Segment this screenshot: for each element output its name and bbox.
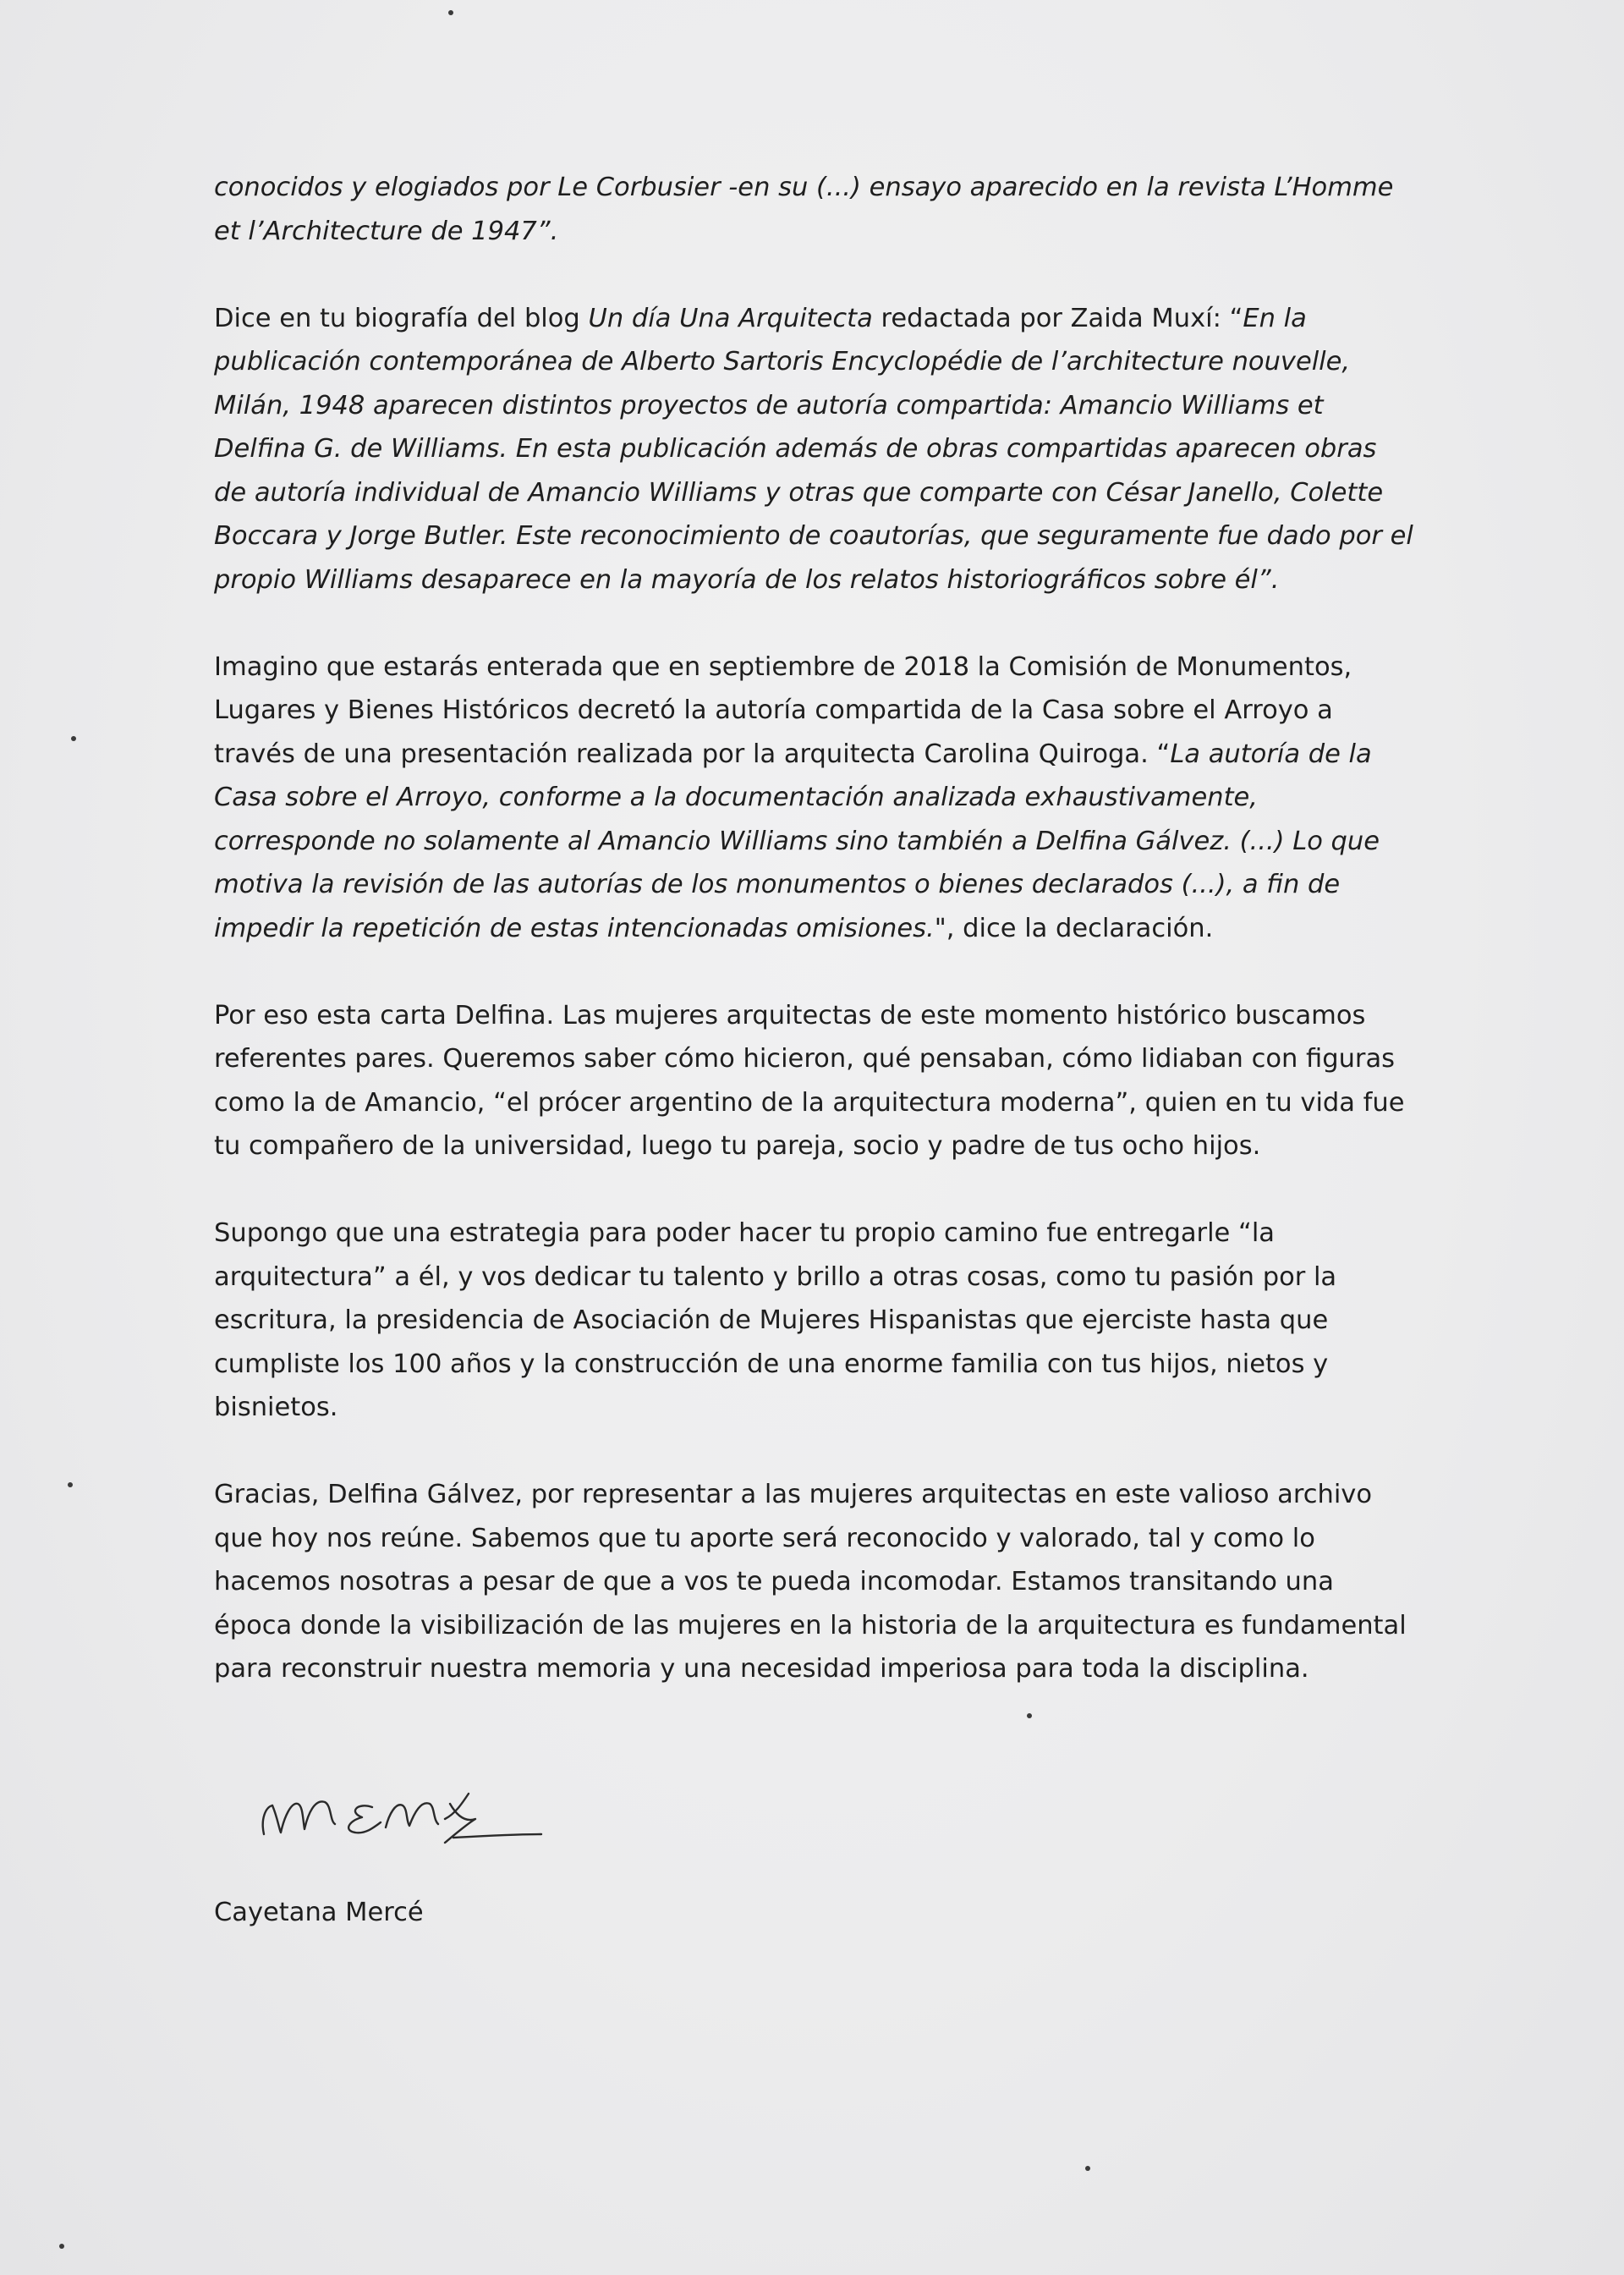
paper-speck <box>68 1482 73 1487</box>
paragraph-2-author: redactada por Zaida Muxí: “ <box>872 303 1243 333</box>
paragraph-2 <box>214 297 1415 602</box>
paper-speck <box>59 2244 64 2249</box>
paragraph-5 <box>214 1212 1415 1430</box>
paper-speck <box>1027 1713 1032 1718</box>
paragraph-6-text: Gracias, Delfina Gálvez, por representar a las mujeres arquitectas en este valioso archivo que hoy nos reúne. Sabemos que tu aporte será reconocido y valorado, tal y como lo hacemos nosotras a pesar de que a vos te pueda incomodar. Estamos transitando una época donde la visibilización de las mujeres en la historia de la arquitectura es fundamental para reconstruir nuestra memoria y una necesidad imperiosa para toda la disciplina. <box>214 1480 1407 1684</box>
paragraph-5-text: Supongo que una estrategia para poder hacer tu propio camino fue entregarle “la arquitectura” a él, y vos dedicar tu talento y brillo a otras cosas, como tu pasión por la escritura, la presidencia de Asociación de Mujeres Hispanistas que ejerciste hasta que cumpliste los 100 años y la construcción de una enorme familia con tus hijos, nietos y bisnietos. <box>214 1218 1337 1422</box>
signer-name: Cayetana Mercé <box>214 1898 424 1927</box>
paragraph-3-intro: Imagino que estarás enterada que en septiembre de 2018 la Comisión de Monumentos, Lugares y Bienes Históricos decretó la autoría compartida de la Casa sobre el Arroyo a través de una presentación realizada por la arquitecta Carolina Quiroga. “ <box>214 651 1352 769</box>
paper-speck <box>448 10 453 15</box>
paragraph-4-text: Por eso esta carta Delfina. Las mujeres arquitectas de este momento histórico buscamos referentes pares. Queremos saber cómo hicieron, qué pensaban, cómo lidiaban con figuras como la de Amancio, “el prócer argentino de la arquitectura moderna”, quien en tu vida fue tu compañero de la universidad, luego tu pareja, socio y padre de tus ocho hijos. <box>214 1000 1405 1161</box>
paragraph-3-outro: ", dice la declaración. <box>934 913 1214 943</box>
paper-speck <box>71 736 76 741</box>
paragraph-6 <box>214 1473 1415 1691</box>
quote-muxi: En la publicación contemporánea de Alberto Sartoris Encyclopédie de l’architecture nouvelle, Milán, 1948 aparecen distintos proyectos de autoría compartida: Amancio Williams et Delfina G. de Williams. En esta publicación además de obras compartidas aparecen obras de autoría individual de Amancio Williams y otras que comparte con César Janello, Colette Boccara y Jorge Butler. Este reconocimiento de coautorías, que seguramente fue dado por el propio Williams desaparece en la mayoría de los relatos historiográficos sobre él”. <box>214 303 1413 595</box>
blog-title: Un día Una Arquitecta <box>588 303 873 333</box>
handwritten-signature <box>254 1751 575 1853</box>
paragraph-2-intro: Dice en tu biografía del blog <box>214 303 589 333</box>
paragraph-4 <box>214 994 1415 1168</box>
letter-body <box>214 166 1415 1734</box>
paragraph-3 <box>214 646 1415 951</box>
paragraph-1 <box>214 166 1415 253</box>
paper-speck <box>1085 2166 1090 2171</box>
quote-corbusier: conocidos y elogiados por Le Corbusier -en su (...) ensayo aparecido en la revista L’Homme et l’Architecture de 1947”. <box>214 173 1394 246</box>
quote-declaration: La autoría de la Casa sobre el Arroyo, conforme a la documentación analizada exhaustivamente, corresponde no solamente al Amancio Williams sino también a Delfina Gálvez. (...) Lo que motiva la revisión de las autorías de los monumentos o bienes declarados (...), a fin de impedir la repetición de estas intencionadas omisiones. <box>214 739 1380 943</box>
